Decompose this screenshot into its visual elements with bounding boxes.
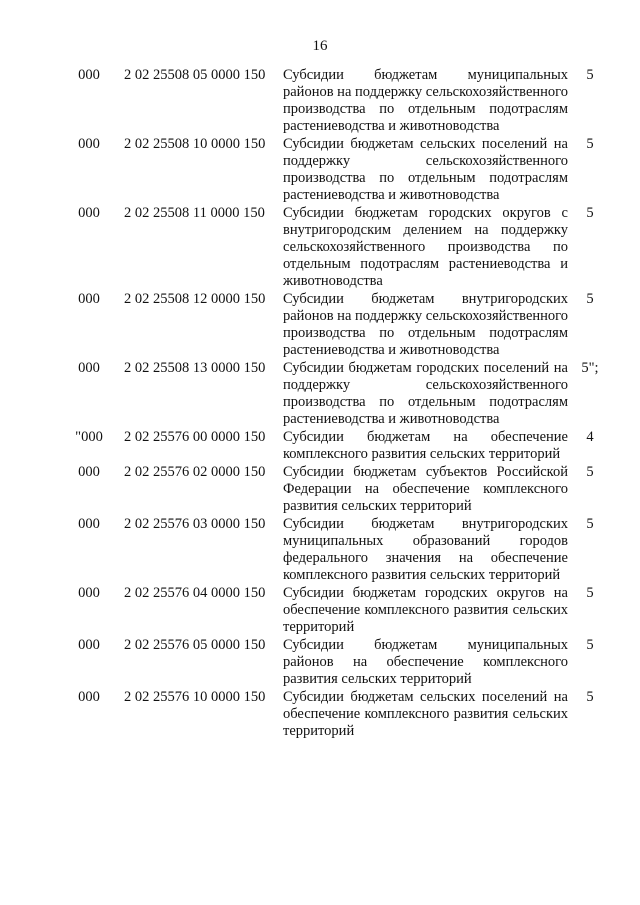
admin-code: 000: [78, 585, 100, 601]
table-row: [0, 585, 640, 636]
admin-code: 000: [78, 136, 100, 152]
kbk-code: 2 02 25576 05 0000 150: [124, 637, 266, 653]
kbk-code: 2 02 25576 02 0000 150: [124, 464, 266, 480]
admin-code: 000: [78, 205, 100, 221]
description: Субсидии бюджетам внутригородских муниципальных образований городов федерального значения на обеспечение комплексного развития сельских территорий: [283, 516, 568, 583]
norm-value: 5: [586, 205, 594, 221]
kbk-code: 2 02 25576 03 0000 150: [124, 516, 266, 532]
budget-code-table: [0, 67, 640, 741]
kbk-code: 2 02 25508 11 0000 150: [124, 205, 265, 221]
kbk-code: 2 02 25508 12 0000 150: [124, 291, 266, 307]
norm-value: 5: [586, 689, 594, 705]
norm-value: 5: [586, 136, 594, 152]
table-row: [0, 67, 640, 135]
description: Субсидии бюджетам городских округов на обеспечение комплексного развития сельских территорий: [283, 585, 568, 635]
table-row: [0, 360, 640, 428]
table-row: [0, 205, 640, 290]
norm-value: 5: [586, 585, 594, 601]
table-row: [0, 689, 640, 740]
kbk-code: 2 02 25576 00 0000 150: [124, 429, 266, 445]
norm-value: 4: [586, 429, 594, 445]
norm-value: 5";: [581, 360, 599, 376]
norm-value: 5: [586, 637, 594, 653]
description: Субсидии бюджетам городских поселений на поддержку сельскохозяйственного производства по отдельным подотраслям растениеводства и животноводства: [283, 360, 568, 427]
admin-code: 000: [78, 689, 100, 705]
norm-value: 5: [586, 67, 594, 83]
admin-code: 000: [78, 464, 100, 480]
description: Субсидии бюджетам сельских поселений на поддержку сельскохозяйственного производства по отдельным подотраслям растениеводства и животноводства: [283, 136, 568, 203]
description: Субсидии бюджетам сельских поселений на обеспечение комплексного развития сельских территорий: [283, 689, 568, 739]
kbk-code: 2 02 25508 05 0000 150: [124, 67, 266, 83]
description: Субсидии бюджетам муниципальных районов на поддержку сельскохозяйственного производства по отдельным подотраслям растениеводства и животноводства: [283, 67, 568, 134]
table-row: [0, 516, 640, 584]
table-row: [0, 464, 640, 515]
table-row: [0, 637, 640, 688]
description: Субсидии бюджетам на обеспечение комплексного развития сельских территорий: [283, 429, 568, 462]
norm-value: 5: [586, 464, 594, 480]
kbk-code: 2 02 25508 10 0000 150: [124, 136, 266, 152]
kbk-code: 2 02 25576 10 0000 150: [124, 689, 266, 705]
admin-code: 000: [78, 637, 100, 653]
description: Субсидии бюджетам муниципальных районов на обеспечение комплексного развития сельских территорий: [283, 637, 568, 687]
description: Субсидии бюджетам субъектов Российской Федерации на обеспечение комплексного развития сельских территорий: [283, 464, 568, 514]
admin-code: 000: [78, 360, 100, 376]
table-row: [0, 291, 640, 359]
description: Субсидии бюджетам городских округов с внутригородским делением на поддержку сельскохозяйственного производства по отдельным подотраслям растениеводства и животноводства: [283, 205, 568, 289]
norm-value: 5: [586, 291, 594, 307]
admin-code: 000: [78, 67, 100, 83]
table-row: [0, 429, 640, 463]
kbk-code: 2 02 25508 13 0000 150: [124, 360, 266, 376]
admin-code: 000: [78, 291, 100, 307]
norm-value: 5: [586, 516, 594, 532]
table-row: [0, 136, 640, 204]
admin-code: "000: [75, 429, 103, 445]
page-number: 16: [312, 38, 328, 54]
description: Субсидии бюджетам внутригородских районов на поддержку сельскохозяйственного производства по отдельным подотраслям растениеводства и животноводства: [283, 291, 568, 358]
kbk-code: 2 02 25576 04 0000 150: [124, 585, 266, 601]
admin-code: 000: [78, 516, 100, 532]
